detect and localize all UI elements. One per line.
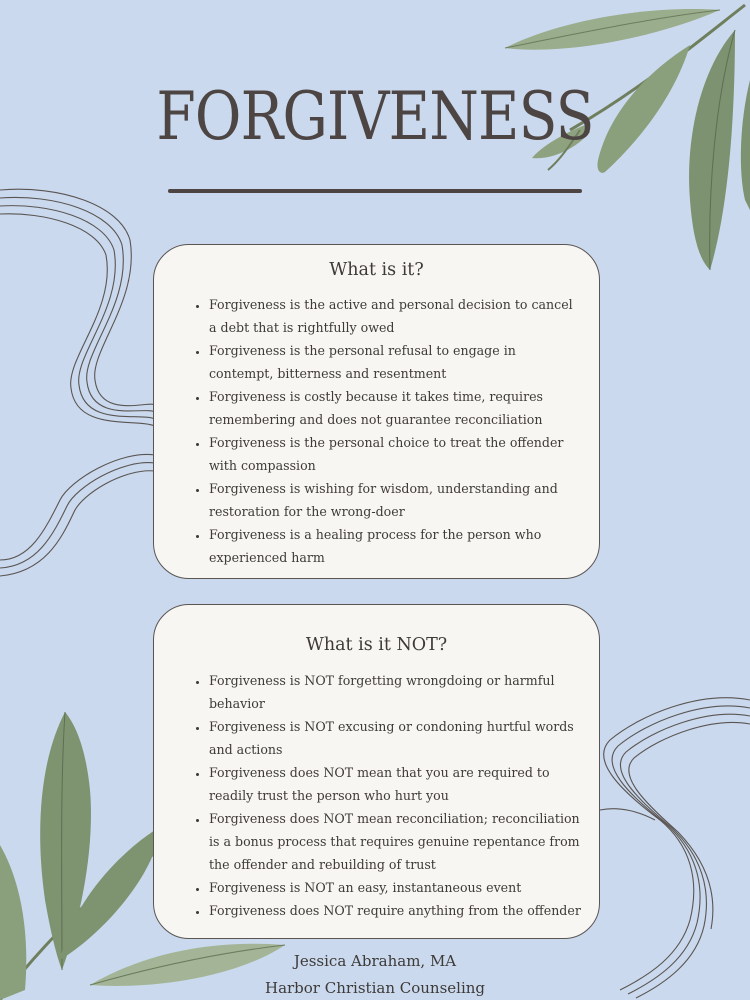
what-is-it-not-list [187, 669, 581, 922]
list-item: • Forgiveness is the personal refusal to engage in contempt, bitterness and resentment [209, 339, 581, 385]
list-item: • Forgiveness is wishing for wisdom, understanding and restoration for the wrong-doer [209, 477, 581, 523]
list-item: • Forgiveness is a healing process for the person who experienced harm [209, 523, 581, 569]
page-title: FORGIVENESS [156, 78, 594, 155]
organization-name: Harbor Christian Counseling [264, 979, 486, 997]
what-is-it-not-card [153, 604, 600, 939]
what-is-it-heading: What is it? [329, 260, 424, 280]
list-item: • Forgiveness is NOT excusing or condoning hurtful words and actions [209, 715, 581, 761]
list-item: • Forgiveness does NOT mean that you are required to readily trust the person who hurt you [209, 761, 581, 807]
list-item: • Forgiveness does NOT mean reconciliation; reconciliation is a bonus process that requires genuine repentance from the offender and rebuilding of trust [209, 807, 581, 876]
list-item: • Forgiveness is costly because it takes time, requires remembering and does not guarantee reconciliation [209, 385, 581, 431]
author-name: Jessica Abraham, MA [293, 952, 457, 970]
what-is-it-list [187, 293, 581, 569]
list-item: • Forgiveness is NOT an easy, instantaneous event [209, 876, 581, 899]
list-item: • Forgiveness is the personal choice to treat the offender with compassion [209, 431, 581, 477]
left-wave-lines-decoration [0, 189, 155, 576]
what-is-it-card [153, 244, 600, 579]
list-item: • Forgiveness does NOT require anything from the offender [209, 899, 581, 922]
what-is-it-not-heading: What is it NOT? [305, 635, 448, 655]
list-item: • Forgiveness is NOT forgetting wrongdoing or harmful behavior [209, 669, 581, 715]
title-divider [168, 189, 582, 193]
list-item: • Forgiveness is the active and personal decision to cancel a debt that is rightfully owed [209, 293, 581, 339]
